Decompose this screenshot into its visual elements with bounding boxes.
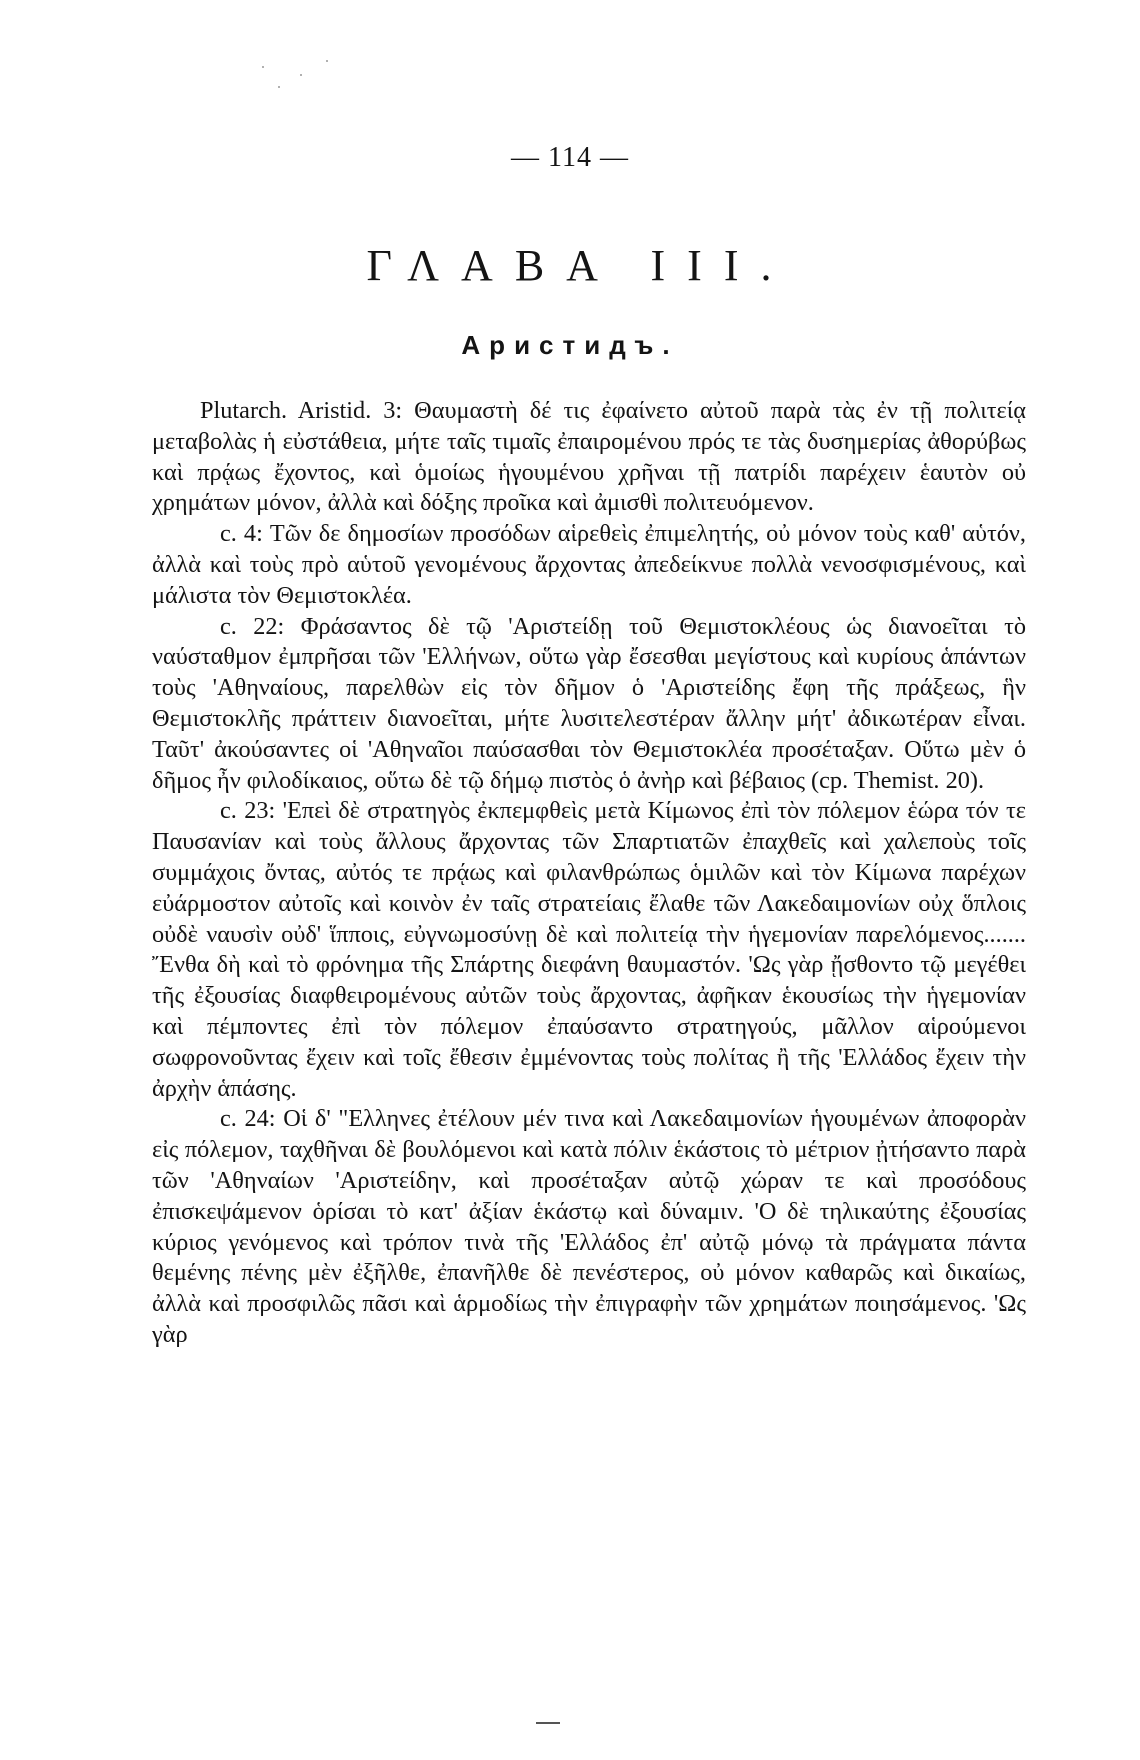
print-speck [300, 74, 302, 76]
footer-dash [536, 1722, 560, 1724]
print-speck [262, 66, 264, 68]
chapter-subtitle: Аристидъ. [461, 330, 679, 360]
paragraph-c23: c. 23: 'Επεὶ δὲ στρατηγὸς ἐκπεμφθεὶς μετὰ Κίμωνος ἐπὶ τὸν πόλεμον ἑώρα τόν τε Παυσανίαν καὶ τοὺς ἄλλους ἄρχοντας τῶν Σπαρτιατῶν ἐπαχθεῖς καὶ χαλεποὺς τοῖς συμμάχοις ὄντας, αὐτός τε πρᾴως καὶ φιλανθρώπως ὁμιλῶν καὶ τὸν Κίμωνα παρέχων εὐάρμοστον αὐτοῖς καὶ κοινὸν ἐν ταῖς στρατείαις ἔλαθε τῶν Λακεδαιμονίων οὐχ ὅπλοις οὐδὲ ναυσὶν οὐδ' ἵπποις, εὐγνωμοσύνῃ δὲ καὶ πολιτείᾳ τὴν ἡγεμονίαν παρελόμενος....... Ἔνθα δὴ καὶ τὸ φρόνημα τῆς Σπάρτης διεφάνη θαυμαστόν. 'Ως γὰρ ᾔσθοντο τῷ μεγέθει τῆς ἐξουσίας διαφθειρομένους αὐτῶν τοὺς ἄρχοντας, ἀφῆκαν ἑκουσίως τὴν ἡγεμονίαν καὶ πέμποντες ἐπὶ τὸν πόλεμον ἐπαύσαντο στρατηγούς, μᾶλλον αἱρούμενοι σωφρονοῦντας ἔχειν καὶ τοῖς ἔθεσιν ἐμμένοντας τοὺς πολίτας ἢ τῆς 'Ελλάδος ἔχειν τὴν ἀρχὴν ἁπάσης. [152, 797, 1026, 1102]
paragraph-c24: c. 24: Οἱ δ' "Ελληνες ἐτέλουν μέν τινα καὶ Λακεδαιμονίων ἡγουμένων ἀποφορὰν εἰς πόλεμον, ταχθῆναι δὲ βουλόμενοι καὶ κατὰ πόλιν ἑκάστοις τὸ μέτριον ᾐτήσαντο παρὰ τῶν 'Αθηναίων 'Αριστείδην, καὶ προσέταξαν αὐτῷ χώραν τε καὶ προσόδους ἐπισκεψάμενον ὁρίσαι τὸ κατ' ἀξίαν ἑκάστῳ καὶ δύναμιν. 'Ο δὲ τηλικαύτης ἐξουσίας κύριος γενόμενος καὶ τρόπον τινὰ τῆς 'Ελλάδος ἐπ' αὐτῷ μόνῳ τὰ πράγματα πάντα θεμένης πένης μὲν ἐξῆλθε, ἐπανῆλθε δὲ πενέστερος, οὐ μόνον καθαρῶς καὶ δικαίως, ἀλλὰ καὶ προσφιλῶς πᾶσι καὶ ἁρμοδίως τὴν ἐπιγραφὴν τῶν χρημάτων ποιησάμενος. 'Ως γὰρ [152, 1105, 1026, 1348]
body-text [152, 396, 1026, 1351]
page-number: — 114 — [511, 142, 629, 173]
print-speck [326, 60, 328, 62]
chapter-title: ΓΛΑΒΑ III. [366, 241, 794, 290]
paragraph-c4: c. 4: Τῶν δε δημοσίων προσόδων αἱρεθεὶς ἐπιμελητής, οὐ μόνον τοὺς καθ' αὑτόν, ἀλλὰ καὶ τοὺς πρὸ αὑτοῦ γενομένους ἄρχοντας ἀπεδείκνυε πολλὰ νενοσφισμένους, καὶ μάλιστα τὸν Θεμιστοκλέα. [152, 520, 1026, 609]
print-speck [278, 86, 280, 88]
paragraph-plutarch-3: Plutarch. Aristid. 3: Θαυμαστὴ δέ τις ἐφαίνετο αὐτοῦ παρὰ τὰς ἐν τῇ πολιτείᾳ μεταβολὰς ἡ εὐστάθεια, μήτε ταῖς τιμαῖς ἐπαιρομένου πρός τε τὰς δυσημερίας ἀθορύβως καὶ πρᾴως ἔχοντος, καὶ ὁμοίως ἡγουμένου χρῆναι τῇ πατρίδι παρέχειν ἑαυτὸν οὐ χρημάτων μόνον, ἀλλὰ καὶ δόξης προῖκα καὶ ἀμισθὶ πολιτευόμενον. [152, 397, 1026, 517]
paragraph-c22: c. 22: Φράσαντος δὲ τῷ 'Αριστείδῃ τοῦ Θεμιστοκλέους ὡς διανοεῖται τὸ ναύσταθμον ἐμπρῆσαι τῶν 'Ελλήνων, οὕτω γὰρ ἔσεσθαι μεγίστους καὶ κυρίους ἁπάντων τοὺς 'Αθηναίους, παρελθὼν εἰς τὸν δῆμον ὁ 'Αριστείδης ἔφη τῆς πράξεως, ἣν Θεμιστοκλῆς πράττειν διανοεῖται, μήτε λυσιτελεστέραν ἄλλην μήτ' ἀδικωτέραν εἶναι. Ταῦτ' ἀκούσαντες οἱ 'Αθηναῖοι παύσασθαι τὸν Θεμιστοκλέα προσέταξαν. Οὕτω μὲν ὁ δῆμος ἦν φιλοδίκαιος, οὕτω δὲ τῷ δήμῳ πιστὸς ὁ ἀνὴρ καὶ βέβαιος (cp. Themist. 20). [152, 612, 1026, 794]
